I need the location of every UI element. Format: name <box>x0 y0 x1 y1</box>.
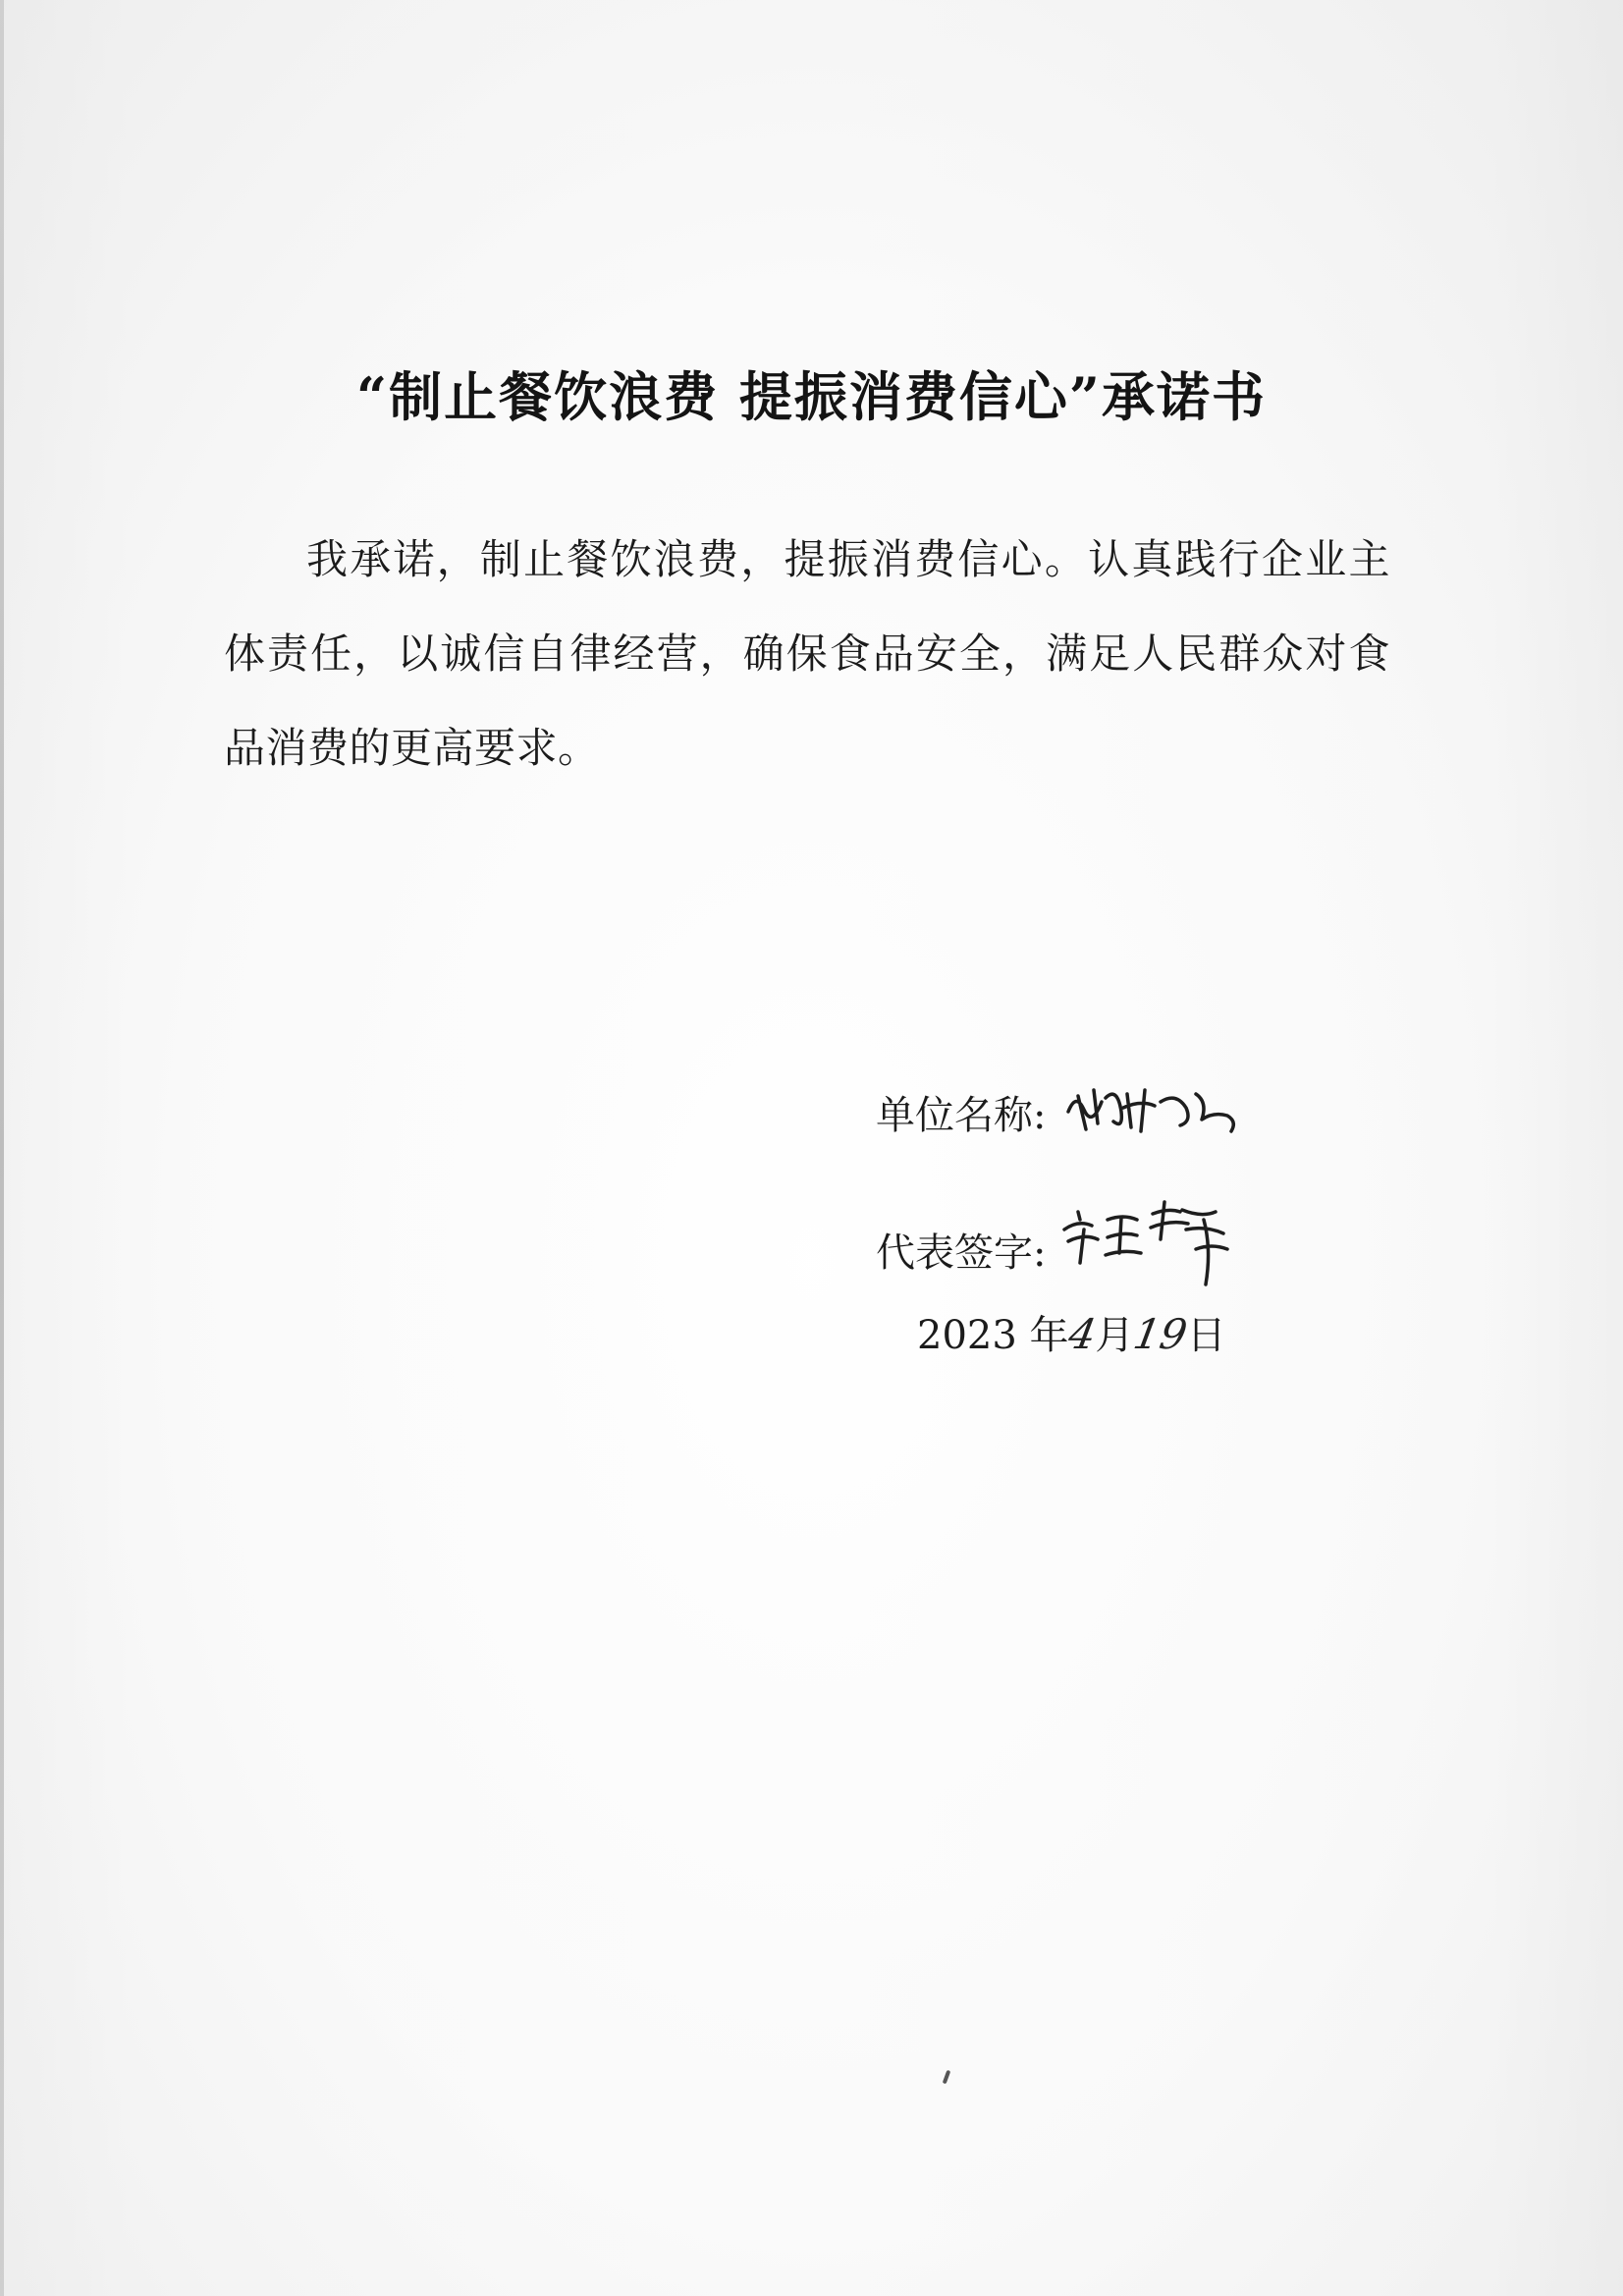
pledge-body: 我承诺，制止餐饮浪费，提振消费信心。认真践行企业主体责任，以诚信自律经营，确保食品安全，满足人民群众对食品消费的更高要求。 <box>224 535 1390 772</box>
date-month: 4 <box>1064 1310 1100 1358</box>
unit-name-signature <box>1058 1072 1255 1141</box>
representative-handwriting <box>1058 1190 1245 1308</box>
date-row <box>917 1304 1226 1360</box>
unit-name-row <box>876 1072 1255 1151</box>
unit-name-label: 单位名称: <box>876 1092 1047 1138</box>
date-year: 2023 年 <box>917 1313 1069 1358</box>
representative-signature <box>1058 1190 1245 1298</box>
representative-row <box>876 1190 1245 1308</box>
document-title: “制止餐饮浪费 提振消费信心”承诺书 <box>356 365 1267 428</box>
date-day-unit: 日 <box>1186 1313 1226 1358</box>
date-month-unit: 月 <box>1095 1313 1135 1358</box>
scan-edge <box>0 0 4 2296</box>
representative-label: 代表签字: <box>876 1230 1047 1276</box>
unit-name-handwriting <box>1058 1072 1255 1151</box>
date-day: 19 <box>1129 1310 1192 1358</box>
scan-speck <box>943 2070 951 2085</box>
